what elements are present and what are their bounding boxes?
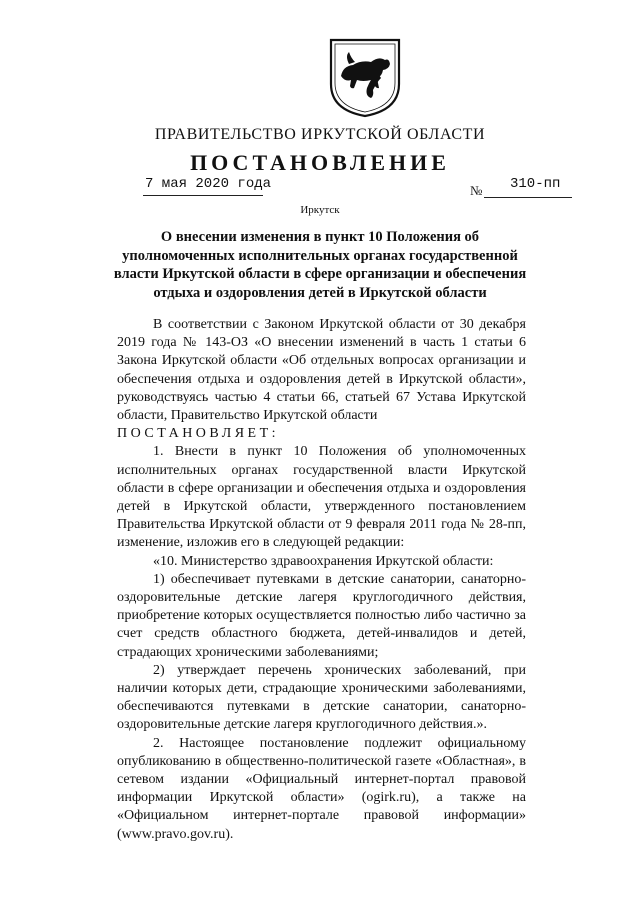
government-name: ПРАВИТЕЛЬСТВО ИРКУТСКОЙ ОБЛАСТИ: [154, 126, 486, 143]
date-underline: [143, 195, 263, 196]
document-number: 310-пп: [510, 176, 561, 192]
coat-of-arms-icon: [327, 38, 403, 118]
number-underline: [484, 197, 572, 198]
document-title: О внесении изменения в пункт 10 Положения об уполномоченных исполнительных органах государственной власти Иркутской области в сфере организации и обеспечения отдыха и оздоровления детей в Иркутской области: [113, 229, 527, 301]
city-name: Иркутск: [300, 204, 340, 216]
paragraph-subitem-1: 1) обеспечивает путевками в детские санатории, санаторно-оздоровительные детские лагеря круглогодичного действия, приобретение которых осуществляется полностью либо частично за счет средств областного бюджета, детей-инвалидов и детей, страдающих хроническими заболеваниями;: [117, 571, 526, 660]
document-type: ПОСТАНОВЛЕНИЕ: [190, 150, 450, 175]
paragraph-item-1: 1. Внести в пункт 10 Положения об уполномоченных исполнительных органах государственной власти Иркутской области в сфере организации и обеспечения отдыха и оздоровления детей в Иркутской области, утвержденного постановлением Правительства Иркутской области от 9 февраля 2011 года № 28-пп, изменение, изложив его в следующей редакции:: [117, 444, 526, 551]
paragraph-item-2: 2. Настоящее постановление подлежит официальному опубликованию в общественно-политической газете «Областная», в сетевом издании «Официальный интернет-портал правовой информации Иркутской области» (ogirk.ru), а также на «Официальном интернет-портале правовой информации» (www.pravo.gov.ru).: [117, 735, 526, 842]
paragraph-resolves: ПОСТАНОВЛЯЕТ:: [117, 426, 280, 442]
number-sign: №: [470, 183, 483, 198]
paragraph-quote-heading: «10. Министерство здравоохранения Иркутской области:: [153, 553, 494, 569]
paragraph-preamble: В соответствии с Законом Иркутской области от 30 декабря 2019 года № 143-ОЗ «О внесении изменений в часть 1 статьи 6 Закона Иркутской области «Об отдельных вопросах организации и обеспечения отдыха и оздоровления детей в Иркутской области», руководствуясь частью 4 статьи 66, статьей 67 Устава Иркутской области, Правительство Иркутской области: [117, 317, 526, 424]
paragraph-subitem-2: 2) утверждает перечень хронических заболеваний, при наличии которых дети, страдающие хроническими заболеваниями, обеспечиваются путевками в детские санатории, санаторно-оздоровительные детские лагеря круглогодичного действия.».: [117, 662, 526, 733]
document-body: [117, 316, 526, 844]
document-date: 7 мая 2020 года: [145, 176, 272, 192]
